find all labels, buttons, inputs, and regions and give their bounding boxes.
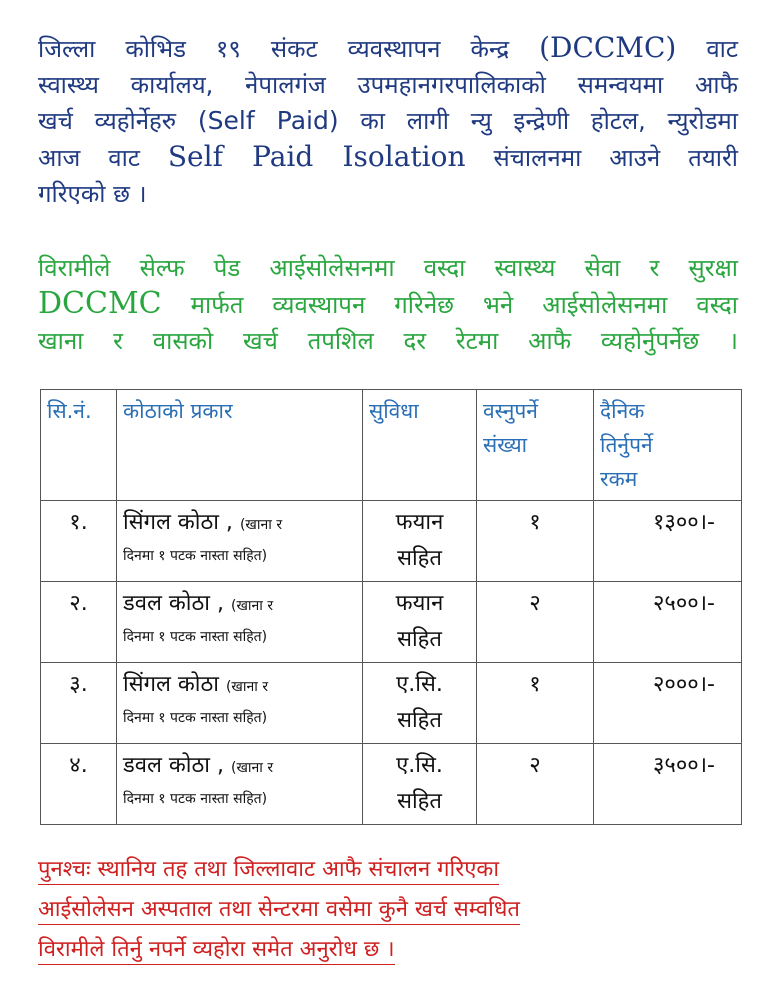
header-amount-line: तिर्नुपर्ने <box>600 433 653 457</box>
services-text: विरामीले सेल्फ पेड आईसोलेसनमा वस्दा स्वास्थ्य सेवा र सुरक्षा <box>38 254 738 282</box>
cell-amount: २५००।- <box>594 582 742 663</box>
facility-line: ए.सि. <box>396 672 443 697</box>
facility-line: सहित <box>397 627 442 652</box>
postscript-line <box>38 930 738 970</box>
facility-line: सहित <box>397 789 442 814</box>
notice-latin: (Self Paid) <box>197 106 339 135</box>
cell-facility <box>363 582 477 663</box>
cell-facility <box>363 501 477 582</box>
services-text: खाना र वासको खर्च तपशिल दर रेटमा आफै व्यहोर्नुपर्नेछ । <box>38 327 738 355</box>
cell-sn: ३. <box>41 663 117 744</box>
room-name: डवल कोठा , <box>123 753 224 778</box>
cell-sn: २. <box>41 582 117 663</box>
cell-amount: ३५००।- <box>594 744 742 825</box>
cell-room <box>117 744 363 825</box>
postscript <box>38 850 738 970</box>
cell-room <box>117 663 363 744</box>
cell-room <box>117 582 363 663</box>
postscript-line <box>38 850 738 890</box>
room-meal: (खाना र <box>225 679 269 695</box>
room-meal-detail: दिनमा १ पटक नास्ता सहित) <box>123 791 268 807</box>
room-meal-detail: दिनमा १ पटक नास्ता सहित) <box>123 710 268 726</box>
table-row <box>41 501 742 582</box>
cell-amount: २०००।- <box>594 663 742 744</box>
room-meal-detail: दिनमा १ पटक नास्ता सहित) <box>123 548 268 564</box>
rates-table <box>40 389 742 825</box>
notice-text: गरिएको छ । <box>38 180 147 208</box>
header-amount-line: रकम <box>600 467 638 491</box>
services-paragraph <box>38 250 738 359</box>
room-meal-detail: दिनमा १ पटक नास्ता सहित) <box>123 629 268 645</box>
notice-line <box>38 176 738 212</box>
services-text: मार्फत व्यवस्थापन गरिनेछ भने आईसोलेसनमा वस्दा <box>161 291 738 319</box>
notice-text: संचालनमा आउने तयारी <box>465 144 739 172</box>
notice-text: का लागी न्यु इन्द्रेणी होटल, न्युरोडमा <box>338 107 738 135</box>
facility-line: फयान <box>395 591 444 616</box>
header-persons <box>477 390 594 501</box>
room-meal: (खाना र <box>230 598 274 614</box>
services-line <box>38 323 738 359</box>
cell-sn: ४. <box>41 744 117 825</box>
header-room-type: कोठाको प्रकार <box>117 390 363 501</box>
notice-line <box>38 139 738 176</box>
cell-persons: २ <box>477 582 594 663</box>
notice-latin: Self Paid Isolation <box>167 140 466 173</box>
notice-text: स्वास्थ्य कार्यालय, नेपालगंज उपमहानगरपालिकाको समन्वयमा आफै <box>38 71 738 99</box>
notice-line <box>38 30 738 67</box>
header-persons-line: वस्नुपर्ने <box>483 399 538 423</box>
cell-persons: १ <box>477 663 594 744</box>
notice-line <box>38 67 738 103</box>
services-line <box>38 286 738 323</box>
notice-text: खर्च व्यहोर्नेहरु <box>38 107 198 135</box>
room-meal: (खाना र <box>230 760 274 776</box>
postscript-line <box>38 890 738 930</box>
cell-facility <box>363 744 477 825</box>
cell-amount: १३००।- <box>594 501 742 582</box>
notice-paragraph <box>38 30 738 212</box>
notice-text: जिल्ला कोभिड १९ संकट व्यवस्थापन केन्द्र <box>38 35 540 63</box>
table-header-row <box>41 390 742 501</box>
header-amount <box>594 390 742 501</box>
notice-line <box>38 103 738 139</box>
header-amount-line: दैनिक <box>600 399 645 423</box>
services-latin: DCCMC <box>38 286 162 321</box>
header-facility: सुविधा <box>363 390 477 501</box>
notice-text: वाट <box>676 35 738 63</box>
table-row <box>41 744 742 825</box>
postscript-text: पुनश्चः स्थानिय तह तथा जिल्लावाट आफै संचालन गरिएका <box>38 857 499 885</box>
facility-line: ए.सि. <box>396 753 443 778</box>
table-row <box>41 663 742 744</box>
notice-latin: (DCCMC) <box>539 31 677 64</box>
postscript-text: आईसोलेसन अस्पताल तथा सेन्टरमा वसेमा कुनै खर्च सम्वधित <box>38 897 520 925</box>
cell-sn: १. <box>41 501 117 582</box>
postscript-text: विरामीले तिर्नु नपर्ने व्यहोरा समेत अनुरोध छ । <box>38 937 395 965</box>
cell-facility <box>363 663 477 744</box>
notice-text: आज वाट <box>38 144 168 172</box>
room-meal: (खाना र <box>239 517 283 533</box>
facility-line: सहित <box>397 708 442 733</box>
facility-line: सहित <box>397 546 442 571</box>
cell-persons: १ <box>477 501 594 582</box>
facility-line: फयान <box>395 510 444 535</box>
header-sn: सि.नं. <box>41 390 117 501</box>
room-name: सिंगल कोठा , <box>123 510 233 535</box>
table-row <box>41 582 742 663</box>
services-line <box>38 250 738 286</box>
cell-room <box>117 501 363 582</box>
room-name: डवल कोठा , <box>123 591 224 616</box>
header-persons-line: संख्या <box>483 433 528 457</box>
cell-persons: २ <box>477 744 594 825</box>
room-name: सिंगल कोठा <box>123 672 219 697</box>
